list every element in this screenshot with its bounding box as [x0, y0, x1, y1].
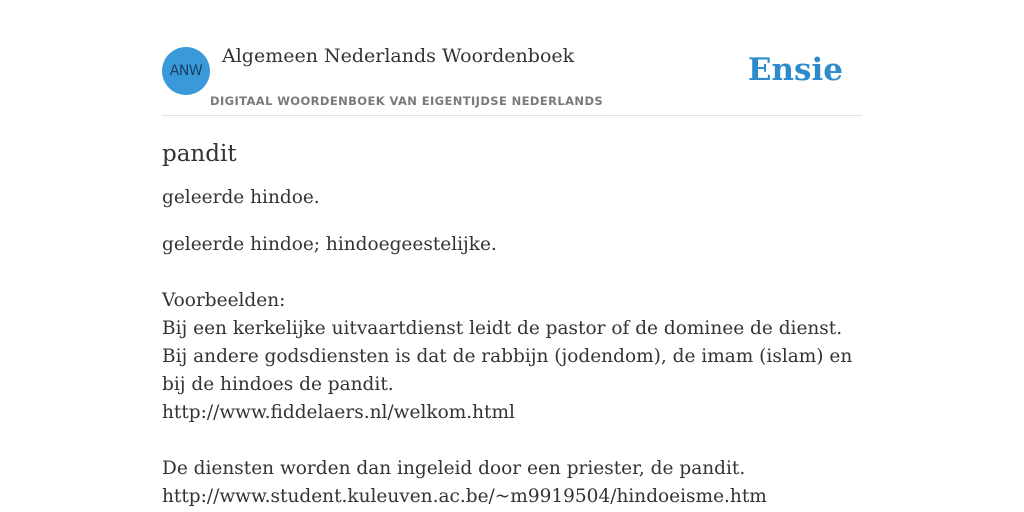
- spacer: [162, 259, 862, 287]
- entry-content: [162, 138, 862, 511]
- anw-logo[interactable]: ANW: [162, 47, 210, 95]
- example-text: Bij een kerkelijke uitvaartdienst leidt de pastor of de dominee de dienst. Bij andere godsdiensten is dat de rabbijn (jodendom), de imam (islam) en bij de hindoes de pandit.: [162, 318, 853, 395]
- header-divider: [162, 115, 862, 116]
- example-source: http://www.fiddelaers.nl/welkom.html: [162, 402, 515, 423]
- examples-heading: Voorbeelden:: [162, 290, 286, 311]
- site-title[interactable]: Algemeen Nederlands Woordenboek: [222, 45, 575, 67]
- spacer: [162, 427, 862, 455]
- example-text: De diensten worden dan ingeleid door een priester, de pandit.: [162, 458, 746, 479]
- entry-summary: geleerde hindoe.: [162, 187, 320, 208]
- site-subtitle: DIGITAAL WOORDENBOEK VAN EIGENTIJDSE NEDERLANDS: [210, 94, 604, 108]
- example-source: http://www.student.kuleuven.ac.be/~m9919504/hindoeisme.htm: [162, 486, 767, 507]
- headword: pandit: [162, 141, 237, 167]
- entry-definition: geleerde hindoe; hindoegeestelijke.: [162, 234, 497, 255]
- ensie-brand-logo[interactable]: Ensie: [747, 52, 843, 88]
